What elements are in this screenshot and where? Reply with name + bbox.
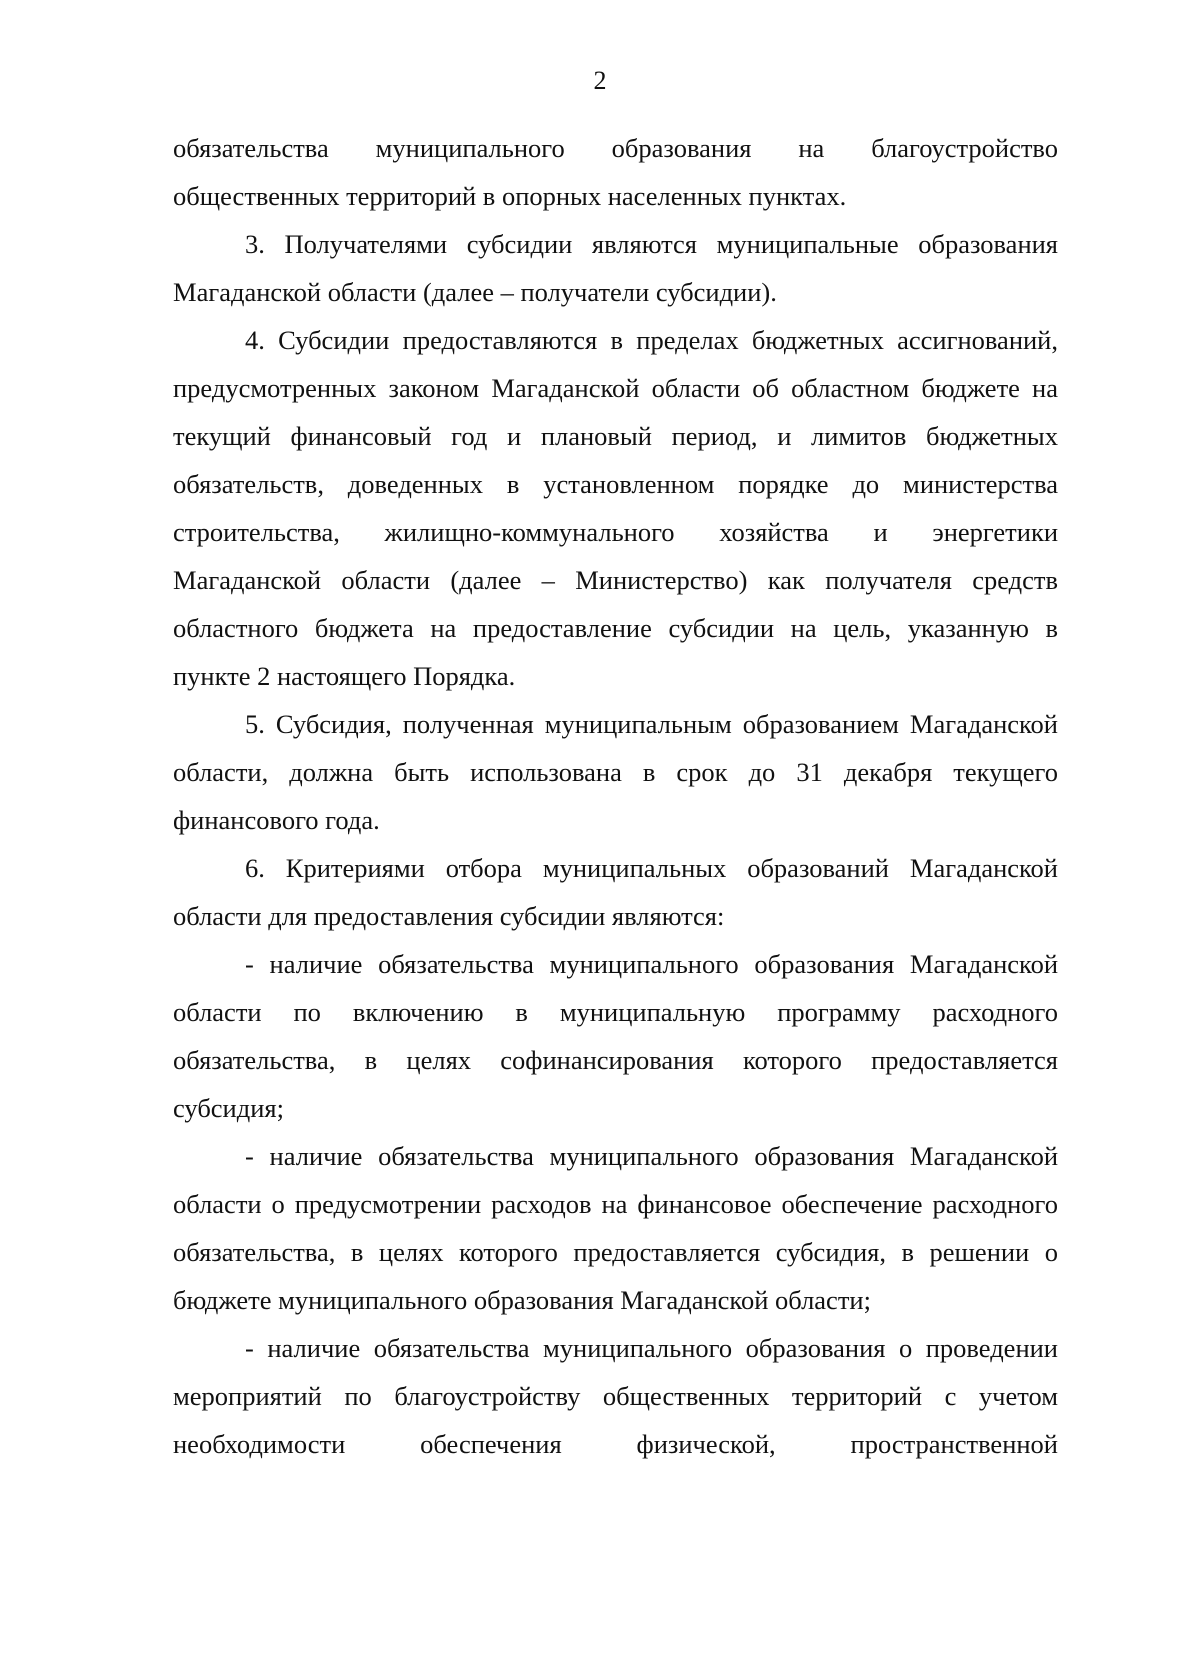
page-number: 2 (593, 66, 607, 95)
criteria-item-2: - наличие обязательства муниципального образования Магаданской области о предусмотрении расходов на финансовое обеспечение расходного обязательства, в целях которого предоставляется субсидия, в решении о бюджете муниципального образования Магаданской области; (173, 1141, 1058, 1315)
document-body (173, 124, 1058, 1468)
paragraph-item-5: 5. Субсидия, полученная муниципальным образованием Магаданской области, должна быть использована в срок до 31 декабря текущего финансового года. (173, 709, 1058, 835)
paragraph-continuation: обязательства муниципального образования на благоустройство общественных территорий в опорных населенных пунктах. (173, 133, 1058, 211)
criteria-item-1: - наличие обязательства муниципального образования Магаданской области по включению в муниципальную программу расходного обязательства, в целях софинансирования которого предоставляется субсидия; (173, 949, 1058, 1123)
paragraph-item-3: 3. Получателями субсидии являются муниципальные образования Магаданской области (далее – получатели субсидии). (173, 229, 1058, 307)
paragraph-item-6: 6. Критериями отбора муниципальных образований Магаданской области для предоставления субсидии являются: (173, 853, 1058, 931)
criteria-item-3: - наличие обязательства муниципального образования о проведении мероприятий по благоустройству общественных территорий с учетом необходимости обеспечения физической, пространственной (173, 1333, 1058, 1459)
paragraph-item-4: 4. Субсидии предоставляются в пределах бюджетных ассигнований, предусмотренных законом Магаданской области об областном бюджете на текущий финансовый год и плановый период, и лимитов бюджетных обязательств, доведенных в установленном порядке до министерства строительства, жилищно-коммунального хозяйства и энергетики Магаданской области (далее – Министерство) как получателя средств областного бюджета на предоставление субсидии на цель, указанную в пункте 2 настоящего Порядка. (173, 325, 1058, 691)
